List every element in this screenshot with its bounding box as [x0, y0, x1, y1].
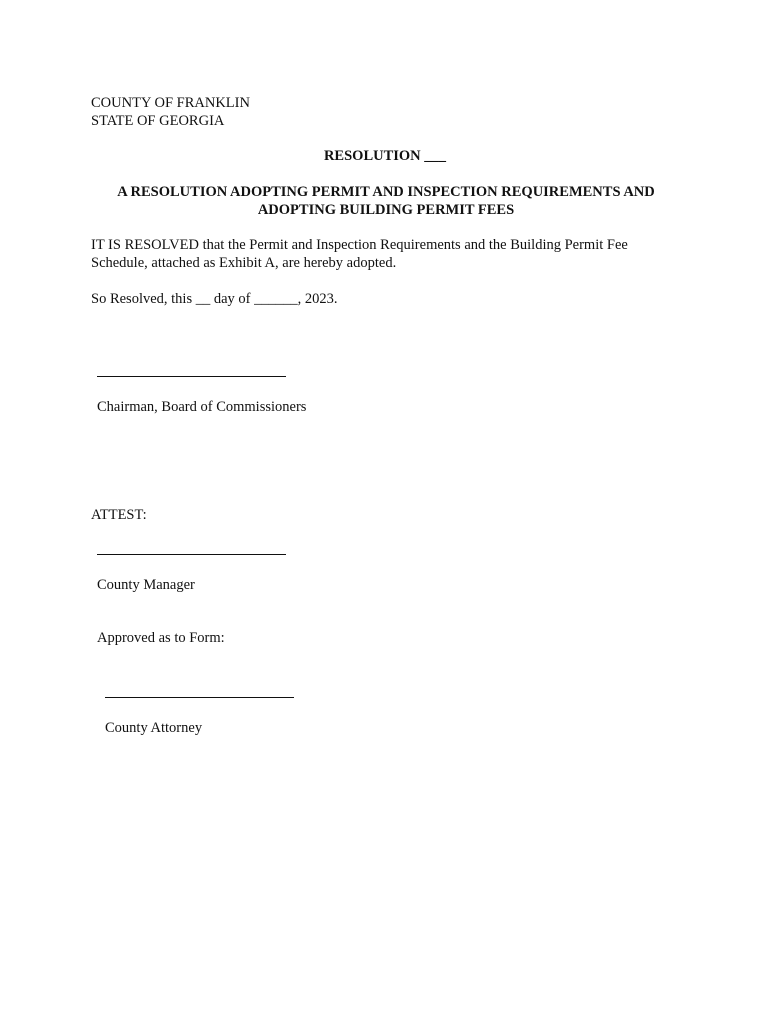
- county-manager-label: County Manager: [97, 577, 195, 593]
- manager-signature-line: [97, 554, 286, 555]
- document-header: [91, 94, 250, 130]
- subtitle-line-1: A RESOLUTION ADOPTING PERMIT AND INSPECTION REQUIREMENTS AND: [117, 184, 655, 200]
- chairman-label: Chairman, Board of Commissioners: [97, 399, 307, 415]
- resolved-paragraph: IT IS RESOLVED that the Permit and Inspection Requirements and the Building Permit Fee Schedule, attached as Exhibit A, are hereby adopted.: [91, 237, 628, 271]
- so-resolved-line: So Resolved, this __ day of ______, 2023.: [91, 291, 338, 307]
- attest-label: ATTEST:: [91, 507, 147, 523]
- resolution-title-text: RESOLUTION ___: [323, 148, 447, 164]
- subtitle-line-2: ADOPTING BUILDING PERMIT FEES: [257, 202, 515, 218]
- county-name: COUNTY OF FRANKLIN: [91, 95, 250, 111]
- chairman-signature-line: [97, 376, 286, 377]
- state-name: STATE OF GEORGIA: [91, 113, 225, 129]
- attorney-signature-line: [105, 697, 294, 698]
- resolution-subtitle: [91, 183, 681, 219]
- resolution-title: [0, 147, 770, 165]
- approved-as-to-form-label: Approved as to Form:: [97, 630, 225, 646]
- county-attorney-label: County Attorney: [105, 720, 203, 736]
